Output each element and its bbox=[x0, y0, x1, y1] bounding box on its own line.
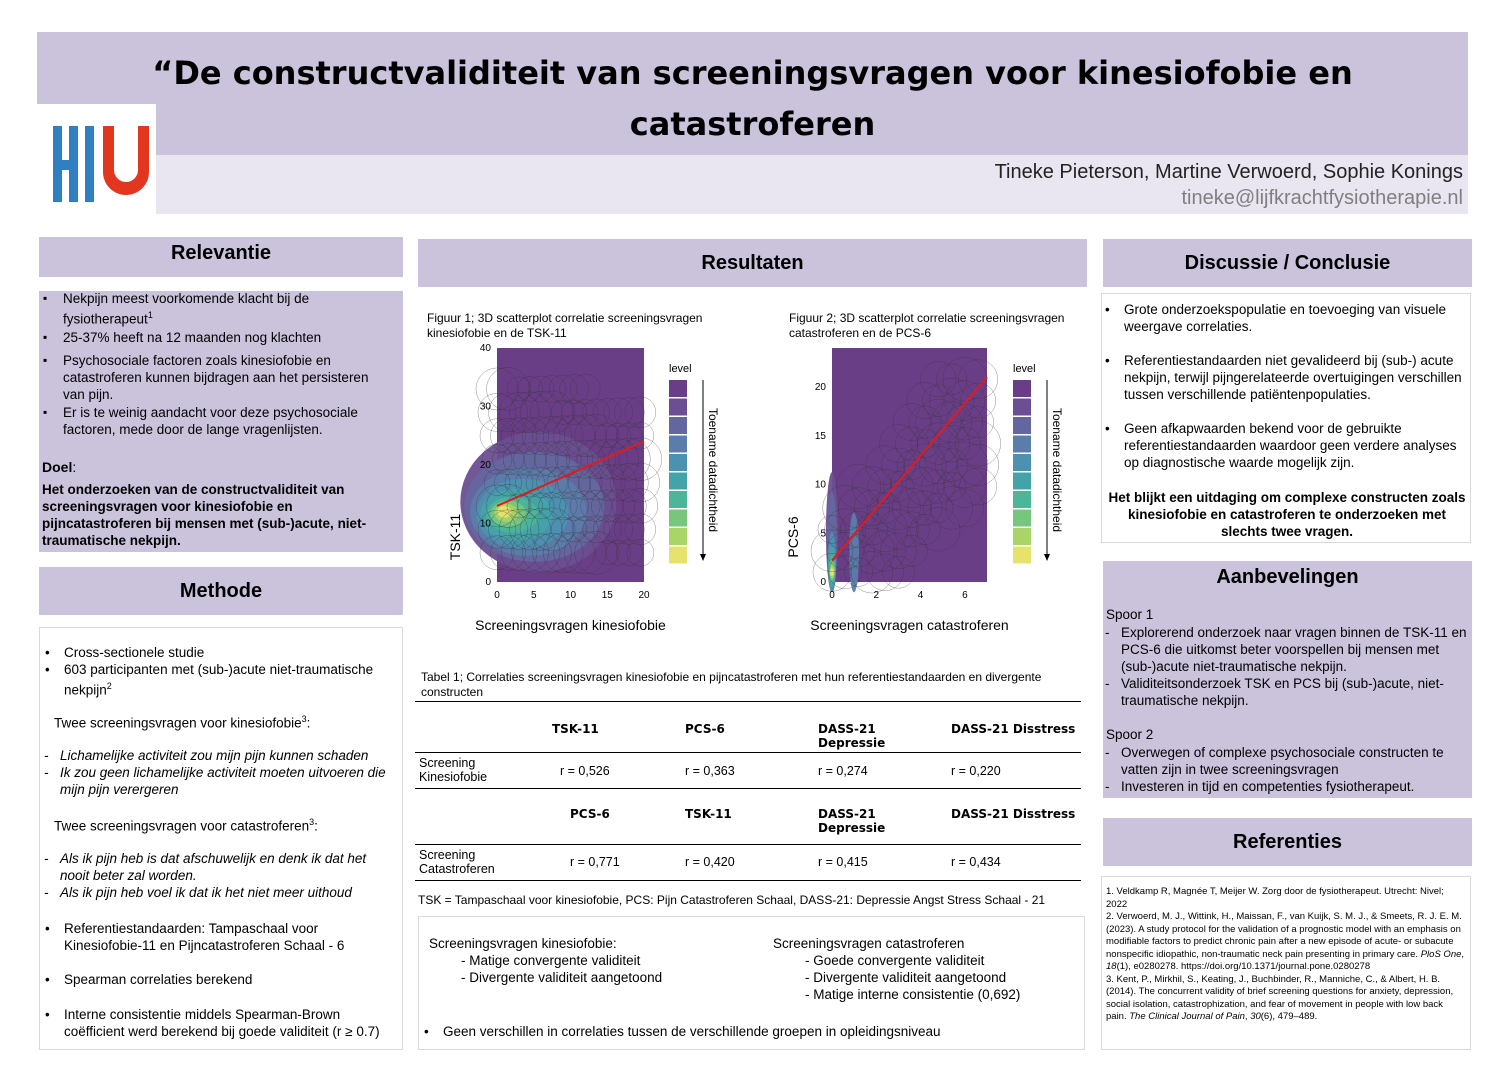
legend-swatch bbox=[669, 454, 687, 471]
t1-value-3: r = 0,274 bbox=[818, 764, 868, 778]
figure-1-scatterplot bbox=[420, 335, 760, 640]
legend-swatch bbox=[1013, 380, 1031, 397]
t1-header-1: TSK-11 bbox=[552, 722, 599, 736]
y-tick-label: 20 bbox=[814, 382, 826, 393]
spoor-2-item-2: - Investeren in tijd en competenties fysiotherapeut. bbox=[1103, 778, 1469, 795]
figure-1-caption: Figuur 1; 3D scatterplot correlatie screeningsvragen kinesiofobie en de TSK-11 bbox=[427, 311, 703, 340]
methode-heading: Methode bbox=[39, 567, 403, 615]
legend-swatch bbox=[669, 510, 687, 527]
relevantie-bullet-2: ▪ 25-37% heeft na 12 maanden nog klachten bbox=[41, 329, 393, 346]
kin-question-2: - Ik zou geen lichamelijke activiteit moeten uitvoeren die mijn pijn verergeren bbox=[42, 764, 394, 798]
t2-value-3: r = 0,415 bbox=[818, 855, 868, 869]
y-tick-label: 10 bbox=[814, 479, 826, 491]
t2-header-2: TSK-11 bbox=[685, 807, 732, 821]
figure-2-scatterplot bbox=[780, 335, 1080, 640]
relevantie-bullet-4: ▪ Er is te weinig aandacht voor deze psychosociale factoren, mede door de lange vragenlijsten. bbox=[41, 404, 393, 438]
x-tick-label: 20 bbox=[638, 590, 650, 601]
cat-question-1: - Als ik pijn heb is dat afschuwelijk en denk ik dat het nooit beter zal worden. bbox=[42, 850, 394, 884]
t1-value-2: r = 0,363 bbox=[685, 764, 735, 778]
t2-row-label: Screening Catastroferen bbox=[419, 848, 495, 876]
reference-1: 1. Veldkamp R, Magnée T, Meijer W. Zorg door de fysiotherapeut. Utrecht: Nivel; 2022 bbox=[1106, 886, 1444, 910]
x-tick-label: 15 bbox=[601, 590, 613, 601]
t1-value-1: r = 0,526 bbox=[560, 764, 610, 778]
legend-swatch bbox=[669, 436, 687, 453]
discussie-bullet-2: • Referentiestandaarden niet gevalideerd bij (sub-) acute nekpijn, terwijl pijngerelateerde overtuigingen verschillen tussen verschillende patiëntenpopulaties. bbox=[1102, 352, 1464, 403]
y-tick-label: 5 bbox=[820, 528, 826, 540]
y-tick-label: 30 bbox=[479, 401, 491, 413]
y-tick-label: 0 bbox=[485, 577, 491, 588]
results-table bbox=[415, 701, 1081, 881]
legend-arrow-label: Toename datadichtheid bbox=[1050, 407, 1064, 533]
abbreviations: TSK = Tampaschaal voor kinesiofobie, PCS: Pijn Catastroferen Schaal, DASS-21: Depressie Angst Stress Schaal - 21 bbox=[418, 893, 1046, 907]
legend-swatch bbox=[1013, 399, 1031, 416]
methode-bullet-5: • Interne consistentie middels Spearman-Brown coëfficient werd berekend bij goede validiteit (r ≥ 0.7) bbox=[42, 1006, 394, 1040]
reference-2: 2. Verwoerd, M. J., Wittink, H., Maissan, F., van Kuijk, S. M. J., & Smeets, R. J. E. M. (2023). A study protocol for the validation of a prognostic model with an emphasis on modifiable factors to predict chronic pain after a new episode of acute- or subacute nonspecific idiopathic, non-traumatic neck pain presenting in primary care. PloS One, 18(1), e0280278. https://doi.org/10.1371/journal.pone.0280278 bbox=[1106, 911, 1465, 972]
methode-bullet-2: • 603 participanten met (sub-)acute niet-traumatische nekpijn$^2$ bbox=[42, 661, 394, 699]
legend-swatch bbox=[669, 399, 687, 416]
t1-row-label: Screening Kinesiofobie bbox=[419, 756, 488, 784]
t2-header-3: DASS-21 Depressie bbox=[818, 807, 886, 835]
spoor-2-item-1: - Overwegen of complexe psychosociale constructen te vatten zijn in twee screeningsvragen bbox=[1103, 744, 1469, 778]
x-axis-label: Screeningsvragen kinesiofobie bbox=[475, 617, 666, 633]
t2-header-1: PCS-6 bbox=[570, 807, 610, 821]
legend-arrow-head bbox=[700, 554, 706, 561]
discussie-heading: Discussie / Conclusie bbox=[1103, 239, 1472, 287]
density-contour bbox=[849, 512, 859, 592]
discussie-panel bbox=[1101, 293, 1471, 543]
t1-value-4: r = 0,220 bbox=[951, 764, 1001, 778]
summary-box bbox=[418, 916, 1085, 1050]
legend-arrow-label: Toename datadichtheid bbox=[706, 407, 720, 533]
referenties-panel bbox=[1101, 876, 1471, 1050]
legend-swatch bbox=[1013, 510, 1031, 527]
t1-header-3: DASS-21 Depressie bbox=[818, 722, 886, 750]
y-tick-label: 10 bbox=[479, 518, 491, 530]
y-tick-label: 0 bbox=[820, 577, 826, 588]
t1-header-2: PCS-6 bbox=[685, 722, 725, 736]
legend-swatch bbox=[669, 491, 687, 508]
methode-bullet-4: • Spearman correlaties berekend bbox=[42, 971, 394, 988]
legend-swatch bbox=[1013, 473, 1031, 490]
density-contour bbox=[830, 568, 834, 576]
cat-question-2: - Als ik pijn heb voel ik dat ik het niet meer uithoud bbox=[42, 884, 394, 901]
legend-swatch bbox=[1013, 454, 1031, 471]
legend-swatch bbox=[1013, 436, 1031, 453]
legend-swatch bbox=[669, 380, 687, 397]
t2-value-1: r = 0,771 bbox=[570, 855, 620, 869]
legend-swatch bbox=[1013, 491, 1031, 508]
kin-intro: Twee screeningsvragen voor kinesiofobie$^3$: bbox=[54, 714, 311, 731]
y-axis-label: TSK-11 bbox=[447, 513, 463, 561]
x-axis-label: Screeningsvragen catastroferen bbox=[810, 617, 1009, 633]
legend-swatch bbox=[1013, 417, 1031, 434]
aanbevelingen-panel bbox=[1103, 561, 1472, 798]
methode-panel bbox=[39, 627, 403, 1050]
spoor-1-item-2: - Validiteitsonderzoek TSK en PCS bij (sub-)acute, niet-traumatische nekpijn. bbox=[1103, 675, 1469, 709]
aanbevelingen-heading: Aanbevelingen bbox=[1216, 566, 1359, 588]
legend-swatch bbox=[669, 417, 687, 434]
x-tick-label: 5 bbox=[530, 590, 537, 601]
kin-question-1: - Lichamelijke activiteit zou mijn pijn kunnen schaden bbox=[42, 747, 394, 764]
legend-swatch bbox=[669, 473, 687, 490]
spoor-2-label: Spoor 2 bbox=[1106, 727, 1154, 742]
t1-header-4: DASS-21 Disstress bbox=[951, 722, 1076, 736]
legend-swatch bbox=[1013, 547, 1031, 564]
summary-bullet: • Geen verschillen in correlaties tussen de verschillende groepen in opleidingsniveau bbox=[421, 1023, 1061, 1040]
y-axis-label: PCS-6 bbox=[785, 516, 801, 558]
figure-2-caption: Figuur 2; 3D scatterplot correlatie screeningsvragen catastroferen en de PCS-6 bbox=[789, 311, 1065, 340]
x-tick-label: 2 bbox=[873, 590, 880, 601]
summary-kin: Screeningsvragen kinesiofobie: - Matige convergente validiteit - Divergente validiteit aangetoond bbox=[429, 936, 663, 985]
summary-cat: Screeningsvragen catastroferen - Goede convergente validiteit - Divergente validiteit aangetoond - Matige interne consistentie (0,692) bbox=[773, 936, 1021, 1002]
referenties-heading: Referenties bbox=[1103, 818, 1472, 866]
t2-header-4: DASS-21 Disstress bbox=[951, 807, 1076, 821]
y-tick-label: 15 bbox=[814, 430, 826, 442]
legend-swatch bbox=[669, 547, 687, 564]
table-caption: Tabel 1; Correlaties screeningsvragen kinesiofobie en pijncatastroferen met hun referentiestandaarden en divergente constructen bbox=[421, 670, 1042, 699]
x-tick-label: 0 bbox=[494, 590, 500, 601]
y-tick-label: 20 bbox=[479, 460, 491, 471]
doel-label: Doel: bbox=[42, 459, 77, 475]
y-tick-label: 40 bbox=[479, 343, 491, 354]
relevantie-heading: Relevantie bbox=[170, 242, 272, 264]
x-tick-label: 0 bbox=[829, 590, 835, 601]
reference-3: 3. Kent, P., Mirkhil, S., Keating, J., Buchbinder, R., Manniche, C., & Albert, H. B. (2014). The concurrent validity of brief screening questions for anxiety, depression, social isolation, catastrophization, and fear of movement in people with low back pain. The Clinical Journal of Pain, 30(6), 479–489. bbox=[1106, 973, 1454, 1022]
legend-arrow-head bbox=[1044, 554, 1050, 561]
legend-swatch bbox=[1013, 528, 1031, 545]
methode-bullet-1: • Cross-sectionele studie bbox=[42, 644, 394, 661]
relevantie-bullet-1: ▪ Nekpijn meest voorkomende klacht bij de fysiotherapeut$^1$ bbox=[41, 290, 393, 328]
authors: Tineke Pieterson, Martine Verwoerd, Sophie Konings bbox=[994, 161, 1463, 183]
relevantie-bullet-3: ▪ Psychosociale factoren zoals kinesiofobie en catastroferen kunnen bijdragen aan het persisteren van pijn. bbox=[41, 352, 393, 403]
legend-title: level bbox=[669, 363, 692, 375]
x-tick-label: 10 bbox=[564, 590, 577, 601]
t2-value-2: r = 0,420 bbox=[685, 855, 735, 869]
doel-text: Het onderzoeken van de constructvaliditeit van screeningsvragen voor kinesiofobie en pijncatastroferen bij mensen met (sub-)acute, niet-traumatische nekpijn. bbox=[42, 482, 367, 548]
cat-intro: Twee screeningsvragen voor catastroferen$^3$: bbox=[54, 817, 318, 834]
title-line-1: “De constructvaliditeit van screeningsvragen voor kinesiofobie en catastroferen bbox=[152, 54, 1353, 143]
spoor-1-label: Spoor 1 bbox=[1106, 607, 1154, 622]
resultaten-heading: Resultaten bbox=[418, 239, 1087, 287]
legend-title: level bbox=[1013, 363, 1036, 375]
x-tick-label: 4 bbox=[917, 590, 924, 601]
methode-bullet-3: • Referentiestandaarden: Tampaschaal voor Kinesiofobie-11 en Pijncatastroferen Schaal - 6 bbox=[42, 920, 394, 954]
discussie-bullet-3: • Geen afkapwaarden bekend voor de gebruikte referentiestandaarden waardoor geen verdere analyses op diagnostische waarde mogelijk zijn. bbox=[1102, 420, 1464, 471]
email: tineke@lijfkrachtfysiotherapie.nl bbox=[1181, 187, 1463, 209]
discussie-bullet-1: • Grote onderzoekspopulatie en toevoeging van visuele weergave correlaties. bbox=[1102, 301, 1464, 335]
x-tick-label: 6 bbox=[962, 590, 968, 601]
legend-swatch bbox=[669, 528, 687, 545]
t2-value-4: r = 0,434 bbox=[951, 855, 1001, 869]
spoor-1-item-1: - Explorerend onderzoek naar vragen binnen de TSK-11 en PCS-6 die uitkomst beter voorspellen bij mensen met (sub-)acute niet-traumatische nekpijn. bbox=[1103, 624, 1469, 675]
relevantie-panel bbox=[39, 237, 403, 552]
conclusion: Het blijkt een uitdaging om complexe constructen zoals kinesiofobie en catastroferen te onderzoeken met slechts twee vragen. bbox=[1108, 490, 1466, 539]
